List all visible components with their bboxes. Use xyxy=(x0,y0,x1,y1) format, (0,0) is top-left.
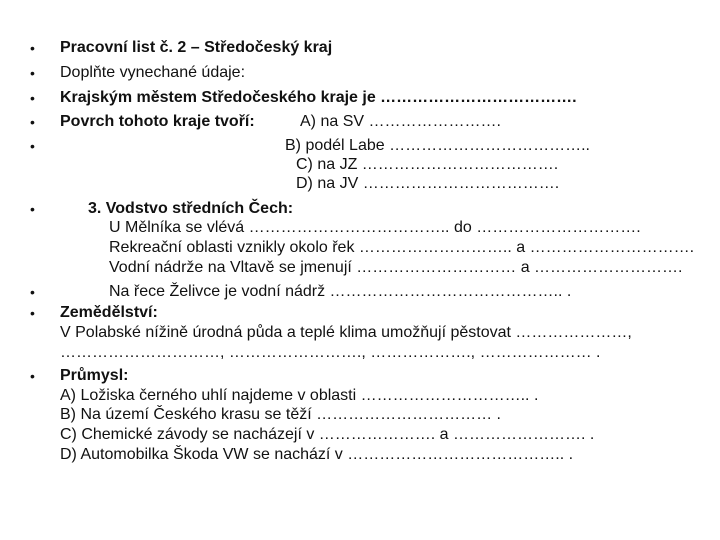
water-line: Vodní nádrže na Vltavě se jmenují ………………………… a ………………………. xyxy=(109,259,683,276)
surface-option-d: D) na JV ………………………………. xyxy=(296,175,560,192)
bullet-dot: • xyxy=(30,305,35,321)
industry-line: B) Na území Českého krasu se těží …………………………… . xyxy=(60,406,501,423)
agriculture-heading: Zemědělství: xyxy=(60,304,158,321)
industry-line: D) Automobilka Škoda VW se nachází v ………………………………….. . xyxy=(60,446,574,463)
industry-line: A) Ložiska černého uhlí najdeme v oblasti ………………………….. . xyxy=(60,387,539,404)
instruction-text: Doplňte vynechané údaje: xyxy=(60,64,246,81)
water-line: Rekreační oblasti vznikly okolo řek ……………………….. a …………………………. xyxy=(109,239,695,256)
surface-option-c: C) na JZ ………………………………. xyxy=(296,156,559,173)
bullet-dot: • xyxy=(30,201,35,217)
bullet-dot: • xyxy=(30,284,35,300)
capital-question: Krajským městem Středočeského kraje je ………………………………. xyxy=(60,89,577,106)
bullet-dot: • xyxy=(30,90,35,106)
bullet-dot: • xyxy=(30,65,35,81)
water-line: U Mělníka se vlévá ……………………………….. do …………………………. xyxy=(109,219,641,236)
industry-heading: Průmysl: xyxy=(60,367,129,384)
surface-option-b: B) podél Labe ……………………………….. xyxy=(285,137,590,154)
water-heading: 3. Vodstvo středních Čech: xyxy=(88,200,294,217)
bullet-dot: • xyxy=(30,40,35,56)
bullet-dot: • xyxy=(30,368,35,384)
bullet-dot: • xyxy=(30,138,35,154)
surface-option-a: A) na SV ……………………. xyxy=(300,113,501,130)
water-line: Na řece Želivce je vodní nádrž …………………………………….. . xyxy=(109,283,572,300)
surface-label: Povrch tohoto kraje tvoří: xyxy=(60,113,255,130)
agriculture-line: …………………………, ……………………., ………………., ………………… . xyxy=(60,344,601,361)
agriculture-line: V Polabské nížině úrodná půda a teplé klima umožňují pěstovat …………………, xyxy=(60,324,632,341)
bullet-dot: • xyxy=(30,114,35,130)
industry-line: C) Chemické závody se nacházejí v …………………. a ……………………. . xyxy=(60,426,595,443)
worksheet-title: Pracovní list č. 2 – Středočeský kraj xyxy=(60,39,333,56)
